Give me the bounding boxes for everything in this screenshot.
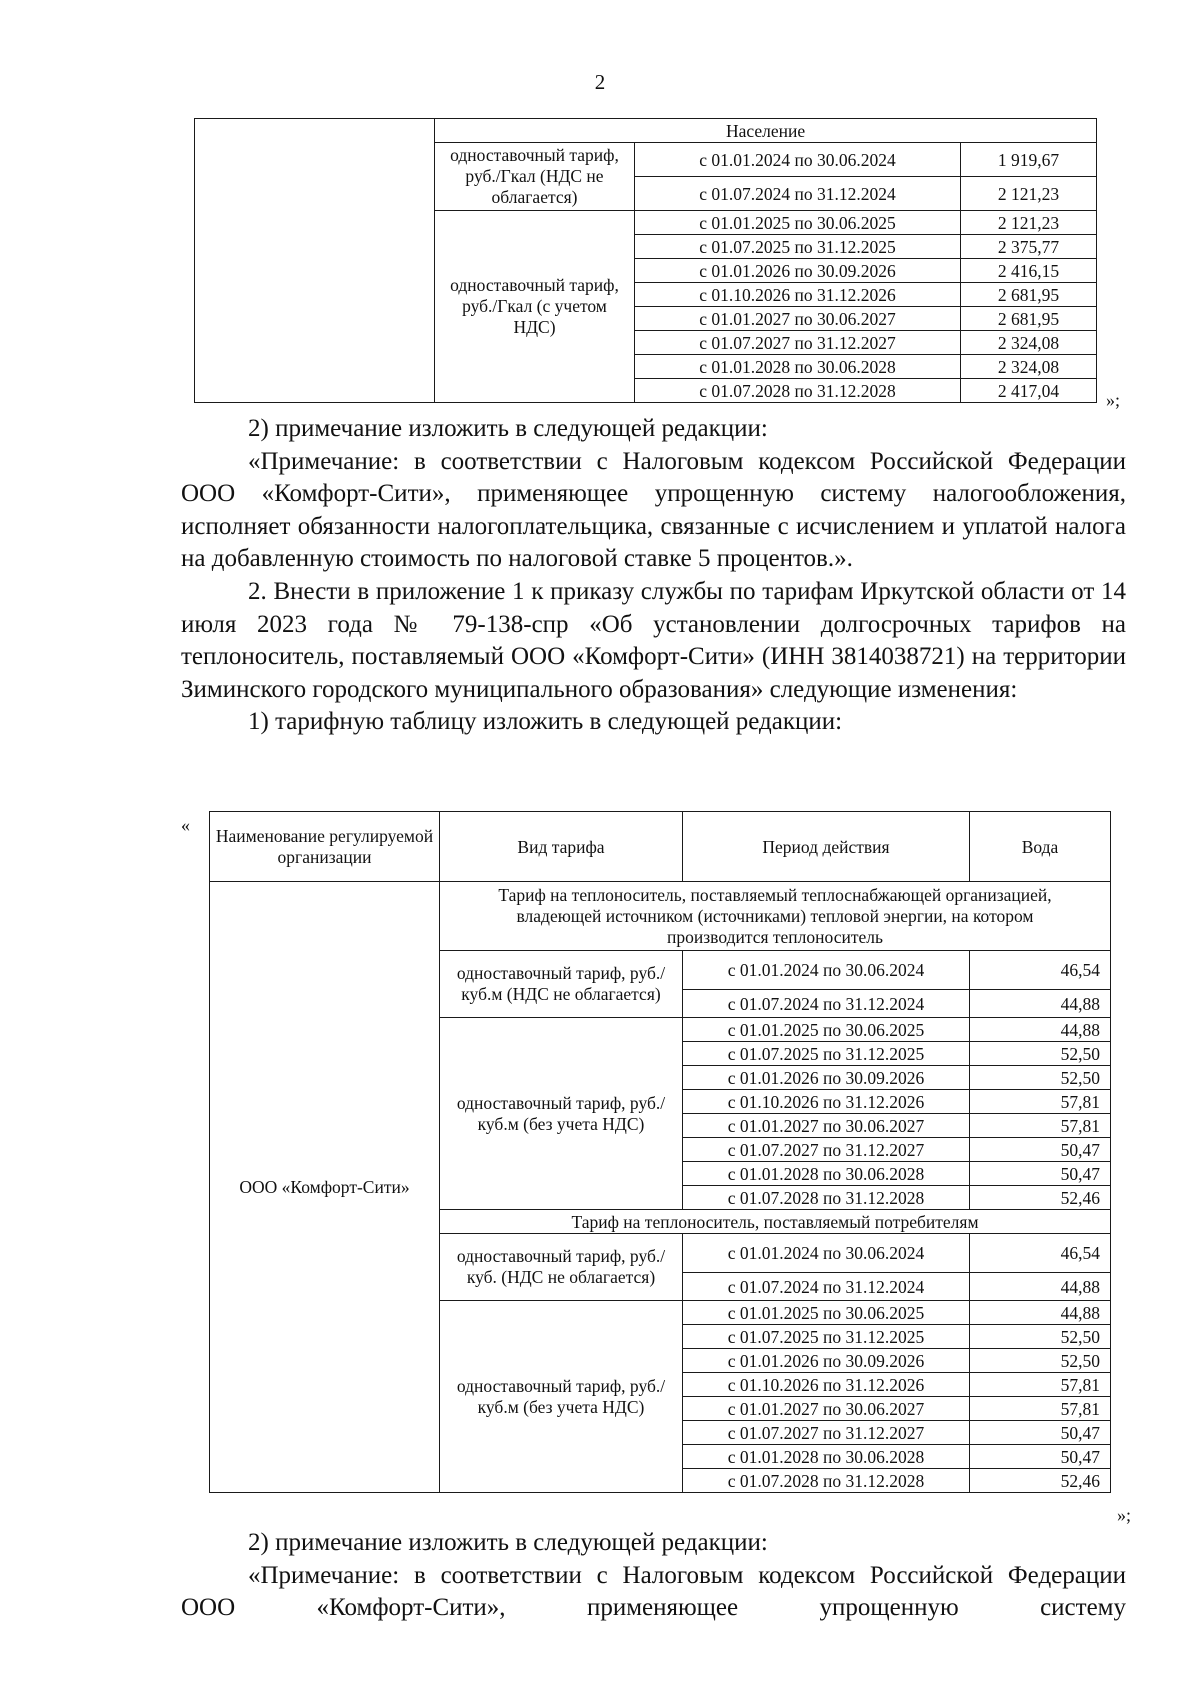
period-cell: с 01.07.2028 по 31.12.2028 xyxy=(683,1469,970,1493)
period-cell: с 01.01.2026 по 30.09.2026 xyxy=(683,1066,970,1090)
value-cell: 57,81 xyxy=(970,1373,1111,1397)
value-cell: 2 121,23 xyxy=(961,211,1097,235)
org-name: ООО «Комфорт-Сити» xyxy=(210,882,440,1493)
period-cell: с 01.01.2028 по 30.06.2028 xyxy=(635,355,961,379)
value-cell: 52,46 xyxy=(970,1469,1111,1493)
value-cell: 52,50 xyxy=(970,1066,1111,1090)
period-cell: с 01.01.2027 по 30.06.2027 xyxy=(683,1397,970,1421)
period-cell: с 01.01.2025 по 30.06.2025 xyxy=(683,1018,970,1042)
section-1-tariff-b: одноставочный тариф, руб./куб.м (без учета НДС) xyxy=(440,1018,683,1210)
period-cell: с 01.07.2027 по 31.12.2027 xyxy=(683,1421,970,1445)
tariff-type-b: одноставочный тариф, руб./Гкал (с учетом НДС) xyxy=(435,211,635,403)
value-cell: 1 919,67 xyxy=(961,143,1097,177)
section-2-title: Тариф на теплоноситель, поставляемый потребителям xyxy=(440,1210,1111,1234)
note-paragraph-2: «Примечание: в соответствии с Налоговым кодексом Российской Федерации ООО «Комфорт-Сити», применяющее упрощенную систему xyxy=(181,1561,1126,1622)
section-1-title: Тариф на теплоноситель, поставляемый теплоснабжающей организацией, владеющей источником (источниками) тепловой энергии, на котором производится теплоноситель xyxy=(440,882,1111,951)
value-cell: 44,88 xyxy=(970,1018,1111,1042)
value-cell: 52,46 xyxy=(970,1186,1111,1210)
value-cell: 57,81 xyxy=(970,1114,1111,1138)
org-cell-empty xyxy=(195,119,435,403)
section-1-tariff-a: одноставочный тариф, руб./куб.м (НДС не облагается) xyxy=(440,951,683,1018)
period-cell: с 01.07.2024 по 31.12.2024 xyxy=(683,990,970,1018)
value-cell: 2 324,08 xyxy=(961,355,1097,379)
period-cell: с 01.01.2025 по 30.06.2025 xyxy=(683,1301,970,1325)
header-type: Вид тарифа xyxy=(440,812,683,882)
value-cell: 44,88 xyxy=(970,1273,1111,1301)
period-cell: с 01.01.2026 по 30.09.2026 xyxy=(635,259,961,283)
value-cell: 57,81 xyxy=(970,1397,1111,1421)
period-cell: с 01.07.2024 по 31.12.2024 xyxy=(635,177,961,211)
value-cell: 50,47 xyxy=(970,1162,1111,1186)
tariff-table-water xyxy=(209,811,1111,1493)
value-cell: 44,88 xyxy=(970,990,1111,1018)
item-1-table-heading: 1) тарифную таблицу изложить в следующей редакции: xyxy=(248,708,843,736)
header-period: Период действия xyxy=(683,812,970,882)
period-cell: с 01.10.2026 по 31.12.2026 xyxy=(683,1373,970,1397)
value-cell: 46,54 xyxy=(970,1234,1111,1273)
value-cell: 44,88 xyxy=(970,1301,1111,1325)
period-cell: с 01.01.2024 по 30.06.2024 xyxy=(683,951,970,990)
text-block-2 xyxy=(181,1527,1126,1625)
value-cell: 46,54 xyxy=(970,951,1111,990)
value-cell: 52,50 xyxy=(970,1325,1111,1349)
period-cell: с 01.07.2028 по 31.12.2028 xyxy=(635,379,961,403)
period-cell: с 01.01.2024 по 30.06.2024 xyxy=(683,1234,970,1273)
value-cell: 50,47 xyxy=(970,1421,1111,1445)
period-cell: с 01.07.2025 по 31.12.2025 xyxy=(683,1325,970,1349)
period-cell: с 01.07.2027 по 31.12.2027 xyxy=(635,331,961,355)
value-cell: 50,47 xyxy=(970,1138,1111,1162)
period-cell: с 01.01.2025 по 30.06.2025 xyxy=(635,211,961,235)
period-cell: с 01.07.2028 по 31.12.2028 xyxy=(683,1186,970,1210)
tariff-type-a: одноставочный тариф, руб./Гкал (НДС не облагается) xyxy=(435,143,635,211)
header-org: Наименование регулируемой организации xyxy=(210,812,440,882)
value-cell: 2 681,95 xyxy=(961,283,1097,307)
period-cell: с 01.07.2025 по 31.12.2025 xyxy=(683,1042,970,1066)
period-cell: с 01.10.2026 по 31.12.2026 xyxy=(683,1090,970,1114)
table2-close-mark: »; xyxy=(1117,1505,1132,1525)
table2-open-mark: « xyxy=(181,815,190,835)
item-2-note-heading-2: 2) примечание изложить в следующей редакции: xyxy=(248,1529,768,1556)
period-cell: с 01.01.2024 по 30.06.2024 xyxy=(635,143,961,177)
period-cell: с 01.10.2026 по 31.12.2026 xyxy=(635,283,961,307)
value-cell: 52,50 xyxy=(970,1349,1111,1373)
value-cell: 2 324,08 xyxy=(961,331,1097,355)
item-2-note-heading: 2) примечание изложить в следующей редакции: xyxy=(248,415,768,442)
value-cell: 50,47 xyxy=(970,1445,1111,1469)
period-cell: с 01.01.2027 по 30.06.2027 xyxy=(683,1114,970,1138)
value-cell: 2 417,04 xyxy=(961,379,1097,403)
note-paragraph: «Примечание: в соответствии с Налоговым кодексом Российской Федерации ООО «Комфорт-Сити», применяющее упрощенную систему налогообложения, исполняет обязанности налогоплательщика, связанные с исчислением и уплатой налога на добавленную стоимость по налоговой ставке 5 процентов.». xyxy=(181,447,1126,573)
text-block-1 xyxy=(181,413,1126,739)
period-cell: с 01.01.2027 по 30.06.2027 xyxy=(635,307,961,331)
section-2-tariff-a: одноставочный тариф, руб./куб. (НДС не облагается) xyxy=(440,1234,683,1301)
section-2-tariff-b: одноставочный тариф, руб./куб.м (без учета НДС) xyxy=(440,1301,683,1493)
period-cell: с 01.07.2024 по 31.12.2024 xyxy=(683,1273,970,1301)
table1-close-mark: »; xyxy=(1106,390,1121,410)
period-cell: с 01.01.2028 по 30.06.2028 xyxy=(683,1445,970,1469)
period-cell: с 01.01.2028 по 30.06.2028 xyxy=(683,1162,970,1186)
group-header-population: Население xyxy=(435,119,1097,143)
value-cell: 2 681,95 xyxy=(961,307,1097,331)
tariff-table-heat xyxy=(194,118,1097,403)
value-cell: 57,81 xyxy=(970,1090,1111,1114)
value-cell: 2 121,23 xyxy=(961,177,1097,211)
header-value: Вода xyxy=(970,812,1111,882)
value-cell: 2 416,15 xyxy=(961,259,1097,283)
value-cell: 2 375,77 xyxy=(961,235,1097,259)
period-cell: с 01.07.2027 по 31.12.2027 xyxy=(683,1138,970,1162)
page-number: 2 xyxy=(594,70,606,94)
period-cell: с 01.07.2025 по 31.12.2025 xyxy=(635,235,961,259)
value-cell: 52,50 xyxy=(970,1042,1111,1066)
section-2-paragraph: 2. Внести в приложение 1 к приказу службы по тарифам Иркутской области от 14 июля 2023 года № 79-138-спр «Об установлении долгосрочных тарифов на теплоноситель, поставляемый ООО «Комфорт-Сити» (ИНН 3814038721) на территории Зиминского городского муниципального образования» следующие изменения: xyxy=(181,577,1126,703)
period-cell: с 01.01.2026 по 30.09.2026 xyxy=(683,1349,970,1373)
